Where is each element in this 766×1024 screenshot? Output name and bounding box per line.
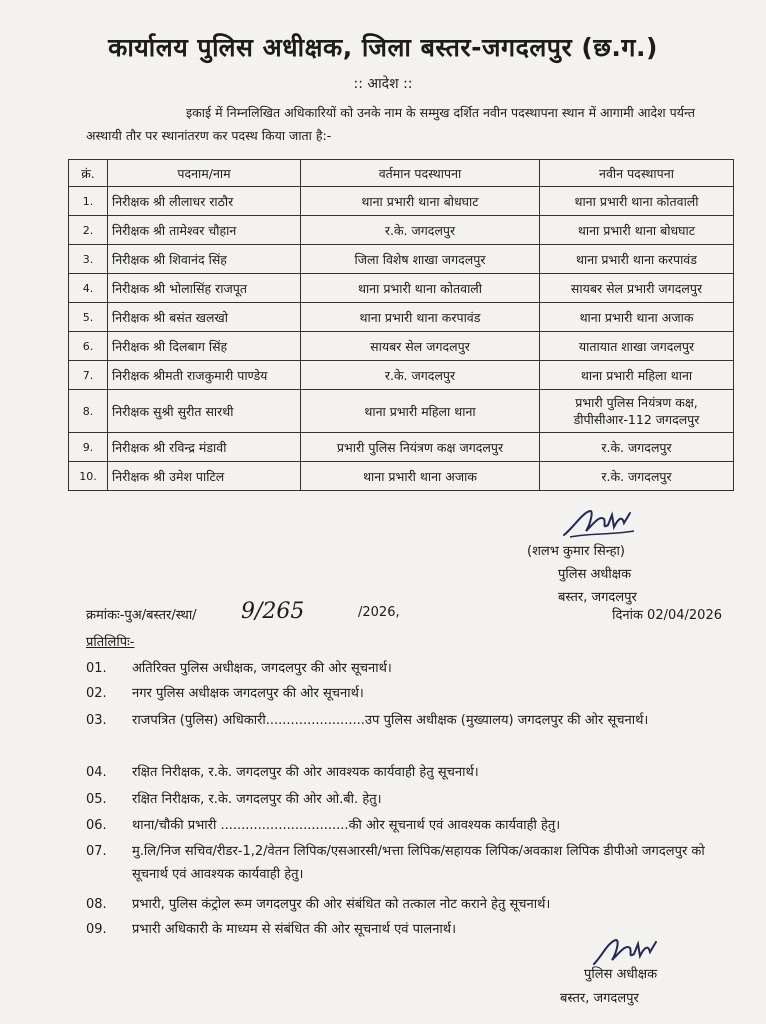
reference-row [86, 599, 722, 629]
header-new-posting: नवीन पदस्थापना [540, 160, 734, 187]
current-posting-cell: थाना प्रभारी महिला थाना [301, 390, 540, 433]
order-label: :: आदेश :: [353, 76, 413, 92]
copy-number: 08. [86, 897, 107, 912]
copy-text: रक्षित निरीक्षक, र.के. जगदलपुर की ओर आवश्यक कार्यवाही हेतु सूचनार्थ। [132, 765, 479, 780]
name-cell: निरीक्षक श्रीमती राजकुमारी पाण्डेय [108, 361, 301, 390]
signatory-place: बस्तर, जगदलपुर [558, 590, 637, 605]
signature-mark [560, 505, 640, 543]
copy-number: 06. [86, 818, 107, 833]
reference-date: दिनांक 02/04/2026 [612, 608, 722, 623]
table-row [69, 462, 734, 491]
name-cell: निरीक्षक श्री उमेश पाटिल [108, 462, 301, 491]
table-row [69, 433, 734, 462]
header-serial: क्रं. [69, 160, 108, 187]
name-cell: निरीक्षक श्री रविन्द्र मंडावी [108, 433, 301, 462]
copy-number: 05. [86, 792, 107, 807]
copy-text: नगर पुलिस अधीक्षक जगदलपुर की ओर सूचनार्थ। [132, 686, 364, 701]
copy-text: प्रभारी अधिकारी के माध्यम से संबंधित की ओर सूचनार्थ एवं पालनार्थ। [132, 922, 457, 937]
new-posting-cell: थाना प्रभारी थाना अजाक [540, 303, 734, 332]
current-posting-cell: प्रभारी पुलिस नियंत्रण कक्ष जगदलपुर [301, 433, 540, 462]
serial-cell: 5. [69, 303, 108, 332]
new-posting-cell: सायबर सेल प्रभारी जगदलपुर [540, 274, 734, 303]
name-cell: निरीक्षक श्री तामेश्वर चौहान [108, 216, 301, 245]
copy-number: 07. [86, 844, 107, 859]
new-posting-cell: थाना प्रभारी थाना करपावंड [540, 245, 734, 274]
name-cell: निरीक्षक श्री भोलासिंह राजपूत [108, 274, 301, 303]
table-row [69, 187, 734, 216]
copy-number: 09. [86, 922, 107, 937]
new-posting-cell: थाना प्रभारी महिला थाना [540, 361, 734, 390]
current-posting-cell: र.के. जगदलपुर [301, 361, 540, 390]
transfer-table [68, 159, 734, 491]
copy-text: रक्षित निरीक्षक, र.के. जगदलपुर की ओर ओ.बी. हेतु। [132, 792, 382, 807]
serial-cell: 2. [69, 216, 108, 245]
current-posting-cell: थाना प्रभारी थाना करपावंड [301, 303, 540, 332]
new-posting-cell: थाना प्रभारी थाना बोधघाट [540, 216, 734, 245]
copies-title: प्रतिलिपिः- [86, 635, 135, 650]
serial-cell: 7. [69, 361, 108, 390]
table-row [69, 216, 734, 245]
reference-year: /2026, [358, 605, 400, 620]
new-posting-cell: यातायात शाखा जगदलपुर [540, 332, 734, 361]
copy-text: राजपत्रित (पुलिस) अधिकारी........................उप पुलिस अधीक्षक (मुख्यालय) जगदलपुर की ओर सूचनार्थ। [132, 713, 649, 728]
new-posting-cell: र.के. जगदलपुर [540, 433, 734, 462]
current-posting-cell: थाना प्रभारी थाना अजाक [301, 462, 540, 491]
reference-number: क्रमांकः-पुअ/बस्तर/स्था/ [86, 608, 197, 623]
footer-place: बस्तर, जगदलपुर [560, 991, 639, 1006]
copy-number: 03. [86, 713, 107, 728]
name-cell: निरीक्षक सुश्री सुरीत सारथी [108, 390, 301, 433]
current-posting-cell: थाना प्रभारी थाना कोतवाली [301, 274, 540, 303]
serial-cell: 9. [69, 433, 108, 462]
new-posting-cell: थाना प्रभारी थाना कोतवाली [540, 187, 734, 216]
serial-cell: 8. [69, 390, 108, 433]
serial-cell: 3. [69, 245, 108, 274]
table-row [69, 390, 734, 433]
current-posting-cell: र.के. जगदलपुर [301, 216, 540, 245]
header-name: पदनाम/नाम [108, 160, 301, 187]
office-title: कार्यालय पुलिस अधीक्षक, जिला बस्तर-जगदलपुर (छ.ग.) [108, 33, 658, 62]
copy-text: मु.लि/निज सचिव/रीडर-1,2/वेतन लिपिक/एसआरसी/भत्ता लिपिक/सहायक लिपिक/अवकाश लिपिक डीपीओ जगदलपुर को सूचनार्थ एवं आवश्यक कार्यवाही हेतु। [132, 844, 705, 882]
current-posting-cell: जिला विशेष शाखा जगदलपुर [301, 245, 540, 274]
signatory-designation: पुलिस अधीक्षक [558, 567, 632, 582]
copy-number: 01. [86, 661, 107, 676]
name-cell: निरीक्षक श्री शिवानंद सिंह [108, 245, 301, 274]
table-row [69, 245, 734, 274]
signatory-name: (शलभ कुमार सिन्हा) [527, 544, 625, 559]
new-posting-line2: डीपीसीआर-112 जगदलपुर [573, 412, 700, 427]
table-row [69, 303, 734, 332]
name-cell: निरीक्षक श्री बसंत खलखो [108, 303, 301, 332]
table-row [69, 332, 734, 361]
serial-cell: 1. [69, 187, 108, 216]
serial-cell: 4. [69, 274, 108, 303]
footer-designation: पुलिस अधीक्षक [584, 967, 658, 982]
new-posting-cell [540, 390, 734, 433]
name-cell: निरीक्षक श्री लीलाधर राठौर [108, 187, 301, 216]
name-cell: निरीक्षक श्री दिलबाग सिंह [108, 332, 301, 361]
current-posting-cell: थाना प्रभारी थाना बोधघाट [301, 187, 540, 216]
new-posting-cell: र.के. जगदलपुर [540, 462, 734, 491]
table-row [69, 274, 734, 303]
intro-paragraph: इकाई में निम्नलिखित अधिकारियों को उनके नाम के सम्मुख दर्शित नवीन पदस्थापना स्थान में आगामी आदेश पर्यन्त अस्थायी तौर पर स्थानांतरण कर पदस्थ किया जाता है:- [86, 105, 695, 143]
table-row [69, 361, 734, 390]
serial-cell: 10. [69, 462, 108, 491]
header-current-posting: वर्तमान पदस्थापना [301, 160, 540, 187]
copy-number: 04. [86, 765, 107, 780]
table-header-row [69, 160, 734, 187]
serial-cell: 6. [69, 332, 108, 361]
copy-text: थाना/चौकी प्रभारी ...............................की ओर सूचनार्थ एवं आवश्यक कार्यवाही हेतु। [132, 818, 561, 833]
handwritten-number: 9/265 [241, 599, 305, 624]
copy-text: प्रभारी, पुलिस कंट्रोल रूम जगदलपुर की ओर संबंधित को तत्काल नोट कराने हेतु सूचनार्थ। [132, 897, 551, 912]
new-posting-line1: प्रभारी पुलिस नियंत्रण कक्ष, [575, 395, 698, 410]
copy-number: 02. [86, 686, 107, 701]
copy-text: अतिरिक्त पुलिस अधीक्षक, जगदलपुर की ओर सूचनार्थ। [132, 661, 392, 676]
current-posting-cell: सायबर सेल जगदलपुर [301, 332, 540, 361]
